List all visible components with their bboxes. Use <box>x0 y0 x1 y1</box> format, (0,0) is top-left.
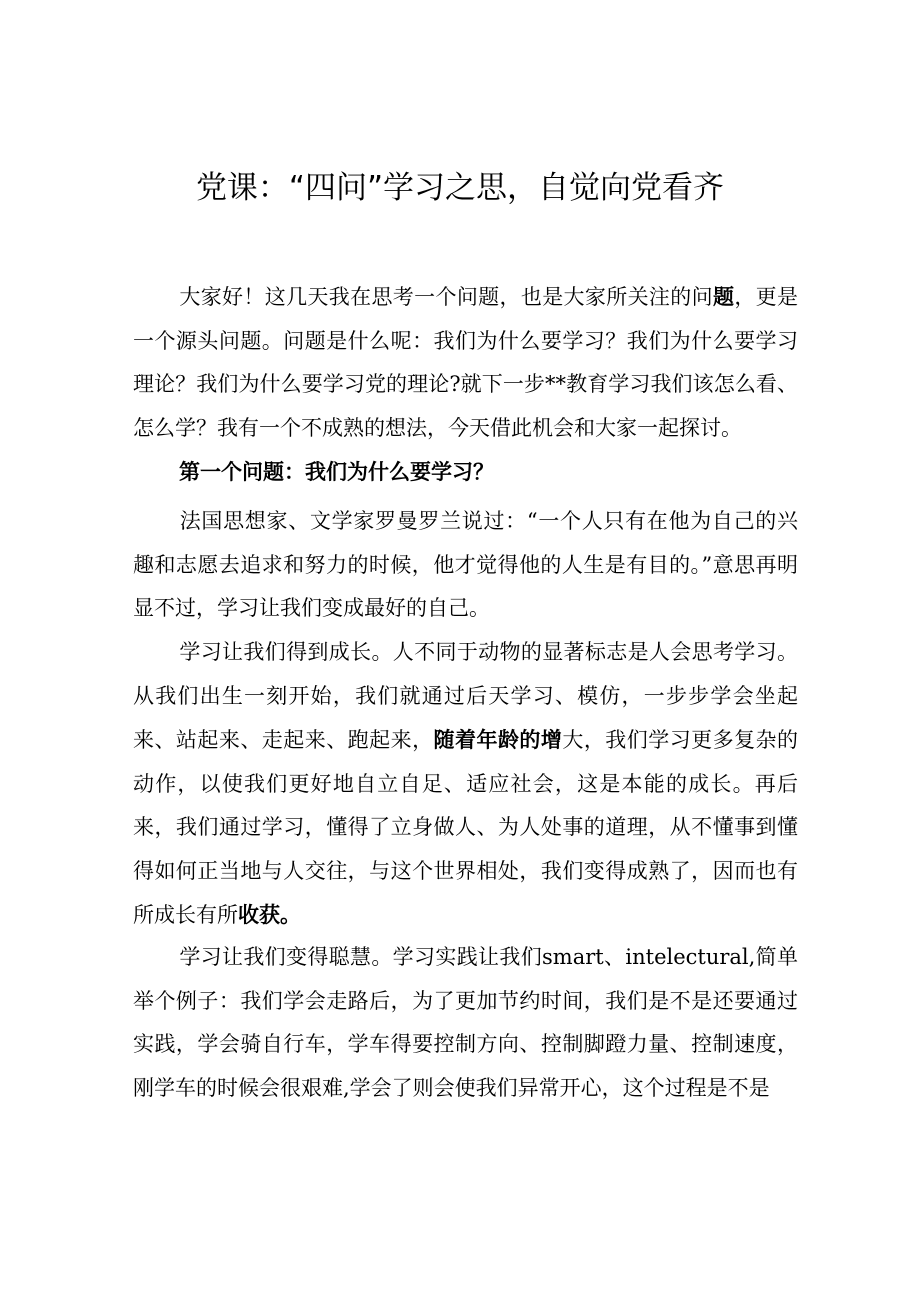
paragraph-text-bold: 随着年龄的增 <box>433 727 563 752</box>
document-title: 党课：“四问”学习之思，自觉向党看齐 <box>195 170 725 206</box>
paragraph-wisdom <box>133 936 798 1110</box>
section-heading <box>133 450 798 495</box>
paragraph-quote <box>133 500 798 631</box>
paragraph-text-bold: 收获。 <box>238 902 301 927</box>
paragraph-intro <box>133 275 798 450</box>
paragraph-text: 法国思想家、文学家罗曼罗兰说过：“一个人只有在他为自己的兴趣和志愿去追求和努力的时候，他才觉得他的人生是有目的。”意思再明显不过，学习让我们变成最好的自己。 <box>133 509 798 620</box>
paragraph-text-bold: 题 <box>712 284 735 309</box>
paragraph-text: 大，我们学习更多复杂的动作，以使我们更好地自立自足、适应社会，这是本能的成长。再后来，我们通过学习，懂得了立身做人、为人处事的道理，从不懂事到懂得如何正当地与人交往，与这个世界相处，我们变得成熟了，因而也有所成长有所 <box>133 728 799 927</box>
section-heading-text: 第一个问题：我们为什么要学习？ <box>179 459 494 484</box>
paragraph-growth <box>133 631 798 938</box>
paragraph-text: 学习让我们变得聪慧。学习实践让我们smart、intelectural,简单举个例子：我们学会走路后，为了更加节约时间，我们是不是还要通过实践，学会骑自行车，学车得要控制方向、控制脚蹬力量、控制速度，刚学车的时候会很艰难,学会了则会使我们异常开心，这个过程是不是 <box>133 945 798 1100</box>
paragraph-text: 大家好！这几天我在思考一个问题，也是大家所关注的问 <box>179 285 713 309</box>
paragraph-text: ，更是一个源头问题。问题是什么呢：我们为什么要学习？我们为什么要学习理论？我们为什么要学习党的理论?就下一步**教育学习我们该怎么看、怎么学？我有一个不成熟的想法，今天借此机会和大家一起探讨。 <box>133 285 799 440</box>
paragraph-text: 学习让我们得到成长。人不同于动物的显著标志是人会思考学习。从我们出生一刻开始，我们就通过后天学习、模仿，一步步学会坐起来、站起来、走起来、跑起来， <box>133 640 798 752</box>
